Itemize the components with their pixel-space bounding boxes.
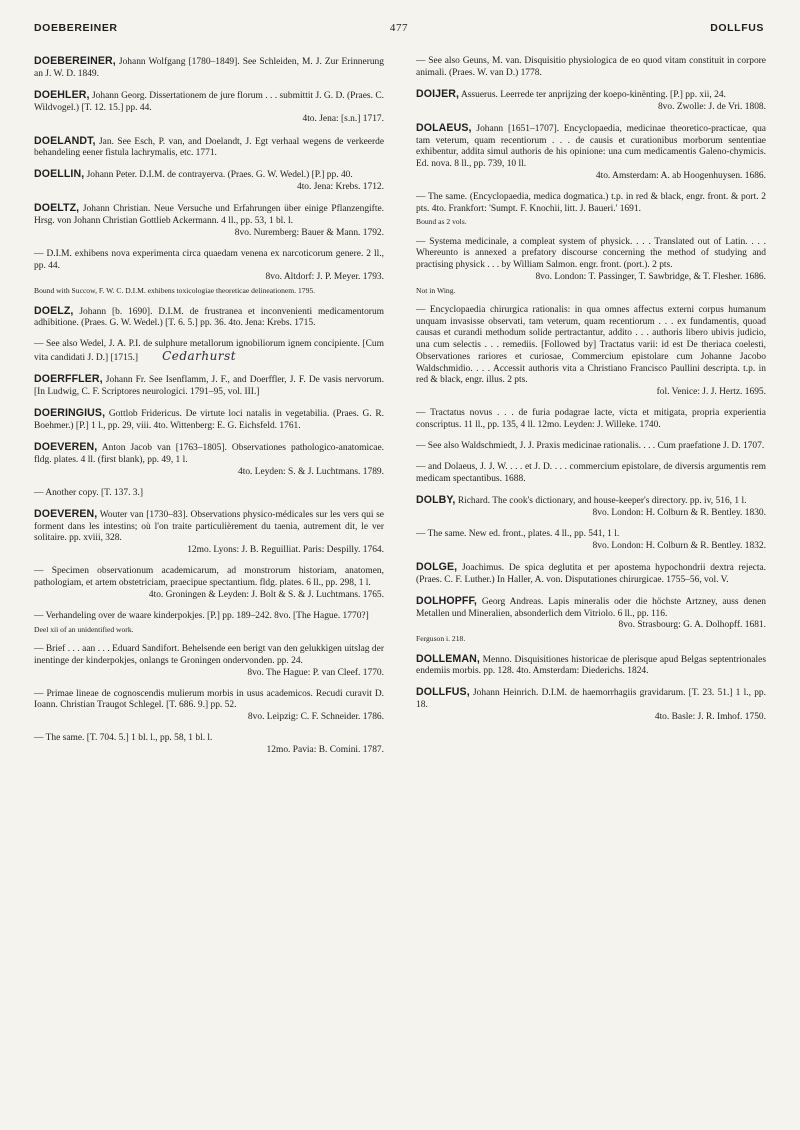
catalog-entry — [34, 644, 384, 679]
entry-imprint: 4to. Jena: [s.n.] 1717. — [302, 114, 384, 125]
entry-text: — See also Wedel, J. A. P.I. de sulphure metallorum ignobiliorum ignem concipiente. [Cum vita candidati J. D.] [1715.] — [34, 339, 384, 364]
catalog-entry — [416, 654, 766, 678]
catalog-entry — [416, 441, 766, 453]
catalog-entry — [416, 305, 766, 399]
entry-imprint: 8vo. Zwolle: J. de Vri. 1808. — [657, 101, 766, 112]
catalog-entry — [34, 90, 384, 126]
entry-text: Georg Andreas. Lapis mineralis oder die höchste Artzney, auss denen Metallen und Mineralien, absonderlich dem Vitriolo. 6 ll., pp. 116. — [416, 596, 766, 619]
entry-heading: DOERINGIUS, — [34, 407, 106, 420]
handwritten-annotation: Cedarhurst — [162, 349, 237, 364]
entry-text: — The same. (Encyclopaedia, medica dogmatica.) t.p. in red & black, engr. front. & port. 2 pts. 4to. Frankfort: 'Sumpt. F. Knochii, litt. J. Baueri.' 1691. — [416, 191, 766, 214]
catalog-entry — [416, 123, 766, 183]
entry-heading: DOELZ, — [34, 304, 74, 317]
entry-text: Johann Fr. See Isenflamm, J. F., and Doerffler, J. F. De vasis nervorum. [In Ludwig, C. F. Scriptores neurologici. 1791–95, vol. III.] — [34, 375, 385, 398]
entry-heading: DOELTZ, — [34, 202, 80, 215]
entry-text: — See also Waldschmiedt, J. J. Praxis medicinae rationalis. . . . Cum praefatione J. D. 1707. — [416, 441, 765, 452]
entry-heading: DOEVEREN, — [34, 507, 98, 520]
entry-imprint: 8vo. The Hague: P. van Cleef. 1770. — [247, 667, 384, 678]
entry-imprint: 4to. Leyden: S. & J. Luchtmans. 1789. — [237, 466, 384, 477]
entry-text: Johann [1651–1707]. Encyclopaedia, medicinae theoretico-practicae, qua tam veterum, quam recentiorum . . . de causis et curationibus morborum sententiae exhibentur, addita simul authoris de his opinione: una cum medicamentis Galeno-chymicis. Ed. nova. 8 ll., pp. 739, 10 ll. — [416, 123, 767, 169]
catalog-entry — [416, 562, 766, 586]
entry-heading: DOLBY, — [416, 494, 456, 507]
catalog-entry — [416, 408, 766, 431]
catalog-entry — [34, 733, 384, 756]
entry-text: — Encyclopaedia chirurgica rationalis: in qua omnes affectus externi corpus humanum unquam invasisse observati, tam veterum, quam recentiorum . . . ex fundamentis, quoad causas et curandi methodum solide pertractantur, addito . . . authoris libero ubivis judicio, una cum selectis . . . remediis. [Followed by] Tractatus varii: id est De theriaca coelesti, Observationes rariores et curiosae, Commercium epistolare cum Johanne Jacobo Waldschmidio. . . . Accessit authoris vita a Christiano Francisco Paullini descripta. t.p. in red & black, engr. illus. 2 pts. — [416, 305, 766, 386]
entry-imprint: 8vo. Strasbourg: G. A. Dolhopff. 1681. — [618, 620, 766, 631]
catalog-entry — [34, 509, 384, 557]
catalog-entry — [34, 203, 384, 239]
entry-note: Ferguson i. 218. — [416, 634, 466, 644]
entry-text: — Verhandeling over de waare kinderpokjes. [P.] pp. 189–242. 8vo. [The Hague. 1770?] — [34, 610, 369, 621]
entry-imprint: 4to. Amsterdam: A. ab Hoogenhuysen. 1686. — [595, 170, 766, 181]
catalog-entry — [34, 306, 384, 330]
page-number: 477 — [389, 22, 409, 34]
entry-text: Jan. See Esch, P. van, and Doelandt, J. Egt verhaal wegens de verkeerde behandeling eener fistula lachrymalis, etc. 1771. — [34, 136, 385, 159]
entry-text: Gottlob Fridericus. De virtute loci natalis in vegetabilia. (Praes. G. R. Boehmer.) [P.] 1 l., pp. 29, viii. 4to. Wittenberg: E. G. Eichsfeld. 1761. — [34, 409, 385, 431]
entry-text: — See also Geuns, M. van. Disquisitio physiologica de eo quod vitam constituit in corpore animali. (Praes. W. van D.) 1778. — [416, 56, 766, 78]
entry-imprint: 4to. Groningen & Leyden: J. Bolt & S. & J. Luchtmans. 1765. — [148, 589, 384, 600]
entry-text: Johann Wolfgang [1780–1849]. See Schleiden, M. J. Zur Erinnerung an J. W. D. 1849. — [34, 57, 384, 79]
entry-text: Johann [b. 1690]. D.I.M. de frustranea et inconvenienti medicamentorum adhibitione. (Praes. G. W. Wedel.) [T. 6. 5.] pp. 36. 4to. Jena: Krebs. 1715. — [34, 306, 384, 329]
entry-heading: DOIJER, — [416, 87, 460, 100]
entry-note: Bound as 2 vols. — [416, 217, 467, 227]
entry-text: — The same. [T. 704. 5.] 1 bl. l., pp. 58, 1 bl. l. — [34, 733, 213, 744]
entry-text: Johann Peter. D.I.M. de contrayerva. (Praes. G. W. Wedel.) [P.] pp. 40. — [86, 170, 353, 181]
catalog-entry — [34, 611, 384, 635]
entry-imprint: 8vo. London: T. Passinger, T. Sawbridge, & T. Flesher. 1686. — [535, 271, 766, 282]
entry-imprint: 4to. Jena: Krebs. 1712. — [296, 182, 384, 193]
entry-imprint: 8vo. London: H. Colburn & R. Bentley. 1830. — [592, 507, 766, 518]
entry-heading: DOEHLER, — [34, 88, 90, 101]
catalog-entry — [34, 249, 384, 296]
entry-text: Richard. The cook's dictionary, and house-keeper's directory. pp. iv, 516, 1 l. — [457, 496, 747, 507]
entry-heading: DOEVEREN, — [34, 441, 98, 454]
catalog-entry — [416, 462, 766, 485]
entry-imprint: 4to. Basle: J. R. Imhof. 1750. — [654, 711, 766, 722]
entry-text: Wouter van [1730–83]. Observations physico-médicales sur les vers qui se forment dans les intestins; où l'on traite particulièrement du taenia, autrement dit, le ver solitaire. pp. xviii, 328. — [34, 509, 384, 544]
entry-imprint: fol. Venice: J. J. Hertz. 1695. — [656, 386, 766, 397]
catalog-entry — [34, 566, 384, 601]
entry-note: Deel xii of an unidentified work. — [34, 624, 134, 634]
entry-heading: DOEBEREINER, — [34, 55, 116, 67]
entry-text: Joachimus. De spica deglutita et per apostema hypochondrii dextra rejecta. (Praes. C. F. Luther.) In Haller, A. von. Disputationes chirurgicae. 1755–56, vol. V. — [416, 563, 767, 585]
entry-imprint: 8vo. Leipzig: C. F. Schneider. 1786. — [247, 712, 384, 723]
entry-heading: DOERFFLER, — [34, 373, 103, 386]
entry-imprint: 8vo. London: H. Colburn & R. Bentley. 1832. — [592, 540, 766, 551]
header-first-entry: DOEBEREINER — [34, 22, 118, 34]
entry-text: — Systema medicinale, a compleat system of physick. . . . Translated out of Latin. . . . Whereunto is annexed a prefatory discourse concerning the method of studying and practising physick . . . by William Salmon. engr. front. (port.). 2 pts. — [416, 236, 766, 271]
entry-text: — Primae lineae de cognoscendis mulierum morbis in usus academicos. Recudi curavit D. Ioann. Christian Traugot Schlegel. [T. 686. 9.] pp. 52. — [34, 688, 384, 711]
entry-text: — D.I.M. exhibens nova experimenta circa quaedam venena ex narcoticorum genere. 2 ll., pp. 44. — [34, 248, 384, 271]
catalog-entry — [34, 339, 384, 364]
catalog-entry — [34, 689, 384, 724]
entry-text: — Brief . . . aan . . . Eduard Sandifort. Behelsende een berigt van den gelukkigen uitslag der inentinge der kinderpokjes, onlangs te Groningen ondervonden. pp. 24. — [34, 644, 384, 666]
entry-text: Anton Jacob van [1763–1805]. Observationes pathologico-anatomicae. fldg. plates. 4 ll. (first blank), pp. 49, 1 l. — [34, 443, 384, 465]
entry-heading: DOLHOPFF, — [416, 594, 477, 607]
entry-imprint: 12mo. Pavia: B. Comini. 1787. — [266, 745, 384, 756]
catalog-entry — [416, 495, 766, 519]
right-column — [416, 56, 766, 733]
entry-heading: DOLGE, — [416, 561, 458, 573]
entry-text: — The same. New ed. front., plates. 4 ll., pp. 541, 1 l. — [416, 529, 620, 540]
catalog-entry — [34, 408, 384, 432]
catalog-entry — [34, 442, 384, 478]
entry-imprint: 12mo. Lyons: J. B. Reguilliat. Paris: Despilly. 1764. — [187, 545, 384, 556]
entry-heading: DOELLIN, — [34, 168, 85, 181]
catalog-entry — [416, 192, 766, 227]
entry-text: Johann Christian. Neue Versuche und Erfahrungen über einige Pflanzengifte. Hrsg. von Johann Christian Gottlieb Ackermann. 4 ll., pp. 53, 1 bl. l. — [34, 204, 384, 227]
entry-imprint: 8vo. Nuremberg: Bauer & Mann. 1792. — [234, 227, 384, 238]
entry-text: — Specimen observationum academicarum, ad monstrorum historiam, anatomen, pathologiam, et artem obstetriciam, praecipue spectantium. fldg. plates. 6 ll., pp. 298, 1 l. — [34, 566, 384, 588]
catalog-entry — [34, 56, 384, 80]
header-last-entry: DOLLFUS — [710, 22, 764, 34]
entry-text: Johann Georg. Dissertationem de jure florum . . . submittit J. G. D. (Praes. C. Wildvogel.) [T. 12. 15.] pp. 44. — [34, 90, 385, 113]
catalog-entry — [34, 136, 384, 160]
catalog-entry — [416, 687, 766, 723]
catalog-entry — [34, 488, 384, 500]
left-column — [34, 56, 384, 766]
entry-text: — Tractatus novus . . . de furia podagrae lacte, victa et mitigata, propria experientia conscriptus. 11 ll., pp. 135, 4 ll. 12mo. Leyden: J. Willeke. 1740. — [416, 408, 766, 430]
entry-note: Bound with Succow, F. W. C. D.I.M. exhibens toxicologiae theoreticae delineationem. 1795. — [34, 286, 316, 296]
entry-note: Not in Wing. — [416, 285, 456, 295]
catalog-entry — [416, 237, 766, 296]
entry-heading: DOLLFUS, — [416, 686, 470, 699]
entry-text: — Another copy. [T. 137. 3.] — [34, 487, 144, 498]
entry-heading: DOLLEMAN, — [416, 652, 480, 665]
catalog-entry — [416, 529, 766, 552]
catalog-entry — [416, 89, 766, 113]
entry-text: — and Dolaeus, J. J. W. . . . et J. D. . . . commercium epistolare, de diversis argumentis rem medicam spectantibus. 1688. — [416, 462, 766, 484]
entry-text: Menno. Disquisitiones historicae de plerisque apud Belgas septentrionales endemiis morbis. pp. 128. 4to. Amsterdam: Diederichs. 1824. — [416, 654, 766, 677]
catalog-entry — [34, 169, 384, 193]
catalog-entry — [416, 596, 766, 644]
entry-heading: DOELANDT, — [34, 134, 96, 147]
entry-text: Assuerus. Leerrede ter anprijzing der koepo-kinënting. [P.] pp. xii, 24. — [460, 89, 726, 100]
running-header — [34, 18, 764, 38]
entry-imprint: 8vo. Altdorf: J. P. Meyer. 1793. — [265, 272, 384, 283]
catalog-entry — [34, 374, 384, 398]
catalog-entry — [416, 56, 766, 79]
entry-heading: DOLAEUS, — [416, 121, 472, 134]
entry-text: Johann Heinrich. D.I.M. de haemorrhagiis gravidarum. [T. 23. 51.] 1 l., pp. 18. — [416, 688, 767, 711]
